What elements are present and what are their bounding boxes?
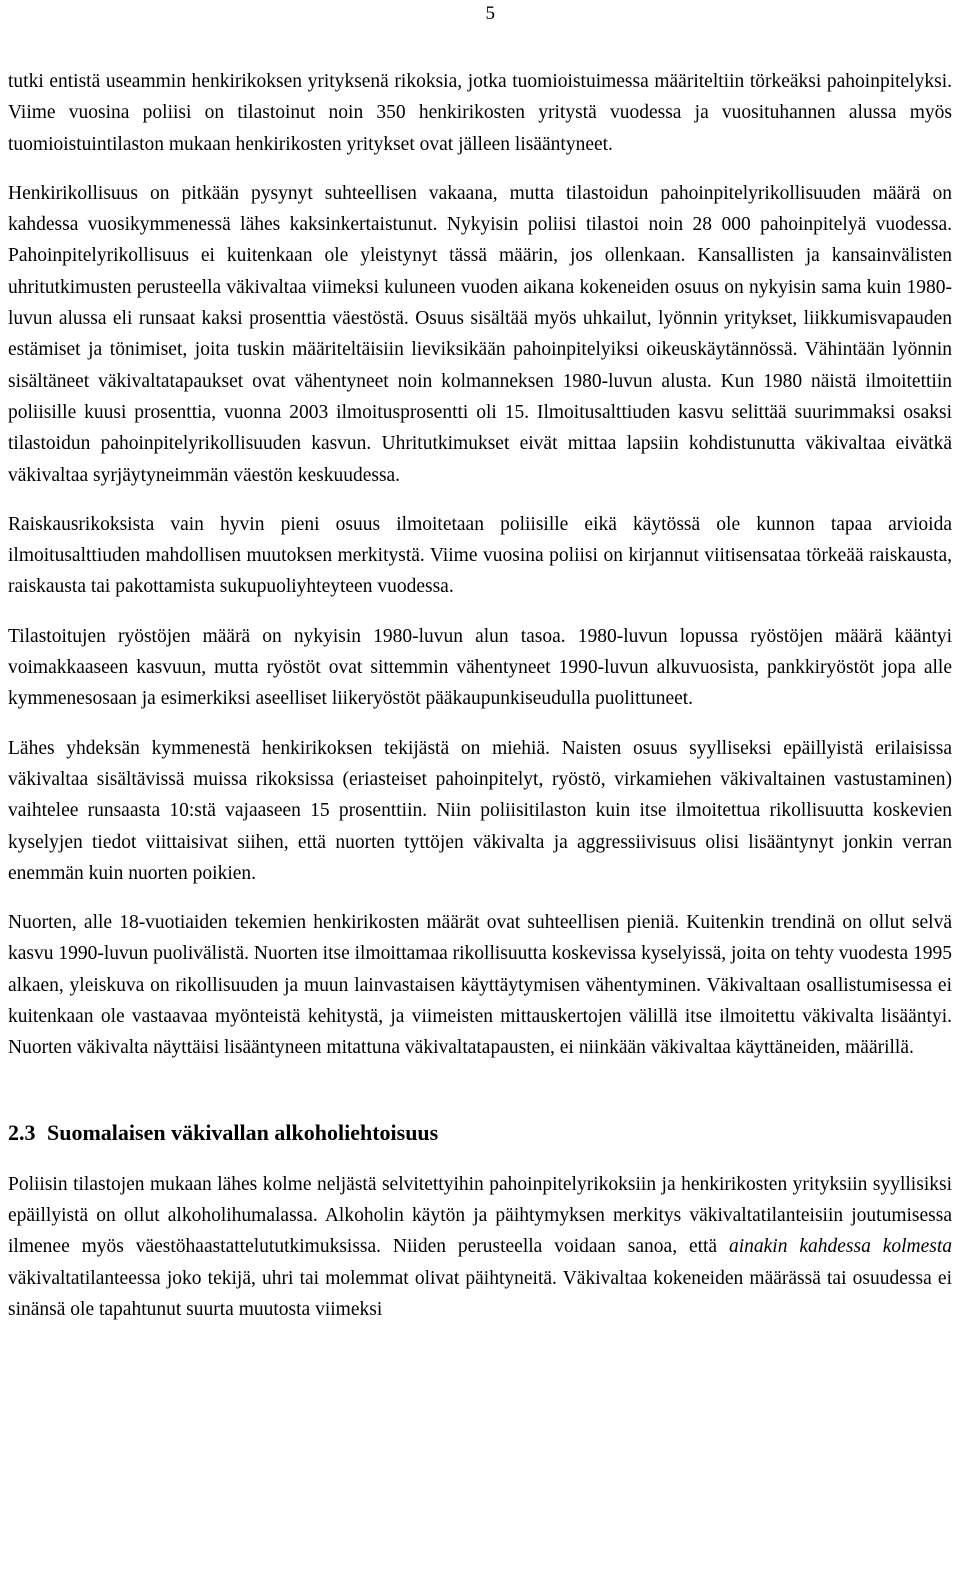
section-heading <box>8 1119 952 1147</box>
paragraph-alcohol-emphasis: ainakin kahdessa kolmesta <box>728 1236 953 1258</box>
paragraph-homicide-attempts: tutki entistä useammin henkirikoksen yrityksenä rikoksia, jotka tuomioistuimessa määriteltiin törkeäksi pahoinpitelyksi. Viime vuosina poliisi on tilastoinut noin 350 henkirikosten yritystä vuodessa ja vuosituhannen alussa myös tuomioistuintilaston mukaan henkirikosten yritykset ovat jälleen lisääntyneet. <box>8 71 952 155</box>
document-body <box>8 66 952 1343</box>
paragraph-robberies: Tilastoitujen ryöstöjen määrä on nykyisin 1980-luvun alun tasoa. 1980-luvun lopussa ryöstöjen määrä kääntyi voimakkaaseen kasvuun, mutta ryöstöt ovat sittemmin vähentyneet 1990-luvun alkuvuosista, pankkiryöstöt jopa alle kymmenesosaan ja esimerkiksi aseelliset liikeryöstöt pääkaupunkiseudulla puolittuneet. <box>8 625 952 710</box>
page-number: 5 <box>485 3 495 24</box>
paragraph-gender-of-offenders: Lähes yhdeksän kymmenestä henkirikoksen tekijästä on miehiä. Naisten osuus syylliseksi epäillyistä erilaisissa väkivaltaa sisältävissä muissa rikoksissa (eriasteiset pahoinpitelyt, ryöstö, virkamiehen väkivaltainen vastustaminen) vaihtelee runsaasta 10:stä vajaaseen 15 prosenttiin. Niin poliisitilaston kuin itse ilmoitettua rikollisuutta koskevien kyselyjen tiedot viittaisivat siihen, että nuorten tyttöjen väkivalta ja aggressiivisuus olisi lisääntynyt jonkin verran enemmän kuin nuorten poikien. <box>8 737 952 884</box>
paragraph-assault-crime: Henkirikollisuus on pitkään pysynyt suhteellisen vakaana, mutta tilastoidun pahoinpitelyrikollisuuden määrä on kahdessa vuosikymmenessä lähes kaksinkertaistunut. Nykyisin poliisi tilastoi noin 28 000 pahoinpitelyä vuodessa. Pahoinpitelyrikollisuus ei kuitenkaan ole yleistynyt tässä määrin, jos ollenkaan. Kansallisten ja kansainvälisten uhritutkimusten perusteella väkivaltaa viimeksi kuluneen vuoden aikana kokeneiden osuus on nykyisin sama kuin 1980-luvun alussa eli runsaat kaksi prosenttia väestöstä. Osuus sisältää myös uhkailut, lyönnin yritykset, liikkumisvapauden estämiset ja tönimiset, joita tuskin määriteltäisiin lieviksikään pahoinpitelyiksi oikeuskäytännössä. Vähintään lyönnin sisältäneet väkivaltatapaukset ovat vähentyneet noin kolmanneksen 1980-luvun alusta. Kun 1980 näistä ilmoitettiin poliisille kuusi prosenttia, vuonna 2003 ilmoitusprosentti oli 15. Ilmoitusalttiuden kasvu selittää suurimmaksi osaksi tilastoidun pahoinpitelyrikollisuuden kasvun. Uhritutkimukset eivät mittaa lapsiin kohdistunutta väkivaltaa eivätkä väkivaltaa syrjäytyneimmän väestön keskuudessa. <box>8 182 952 486</box>
paragraph-alcohol-text-start: Poliisin tilastojen mukaan lähes kolme neljästä selvitettyihin pahoinpitelyrikoksiin ja henkirikosten yrityksiin syyllisiksi epäillyistä on ollut alkoholihumalassa. Alkoholin käytön ja päihtymyksen merkitys väkivaltatilanteisiin joutumisessa ilmenee myös väestöhaastattelututkimuksissa. Niiden perusteella voidaan sanoa, että <box>8 1173 952 1258</box>
section-title: Suomalaisen väkivallan alkoholiehtoisuus <box>47 1119 439 1145</box>
paragraph-alcohol-violence <box>8 1169 952 1325</box>
section-number: 2.3 <box>8 1119 36 1145</box>
paragraph-youth-violence: Nuorten, alle 18-vuotiaiden tekemien henkirikosten määrät ovat suhteellisen pieniä. Kuitenkin trendinä on ollut selvä kasvu 1990-luvun puolivälistä. Nuorten itse ilmoittamaa rikollisuutta koskevissa kyselyissä, joita on tehty vuodesta 1995 alkaen, yleiskuva on rikollisuuden ja muun lainvastaisen käyttäytymisen vähentyminen. Väkivaltaan osallistumisessa ei kuitenkaan ole vastaavaa myönteistä kehitystä, ja viimeisten mittauskertojen välillä itse ilmoitettu väkivalta lisääntyi. Nuorten väkivalta näyttäisi lisääntyneen mitattuna väkivaltatapausten, ei niinkään väkivaltaa käyttäneiden, määrillä. <box>8 912 952 1059</box>
paragraph-alcohol-text-end: väkivaltatilanteessa joko tekijä, uhri tai molemmat olivat päihtyneitä. Väkivaltaa kokeneiden määrässä tai osuudessa ei sinänsä ole tapahtunut suurta muutosta viimeksi <box>8 1267 952 1320</box>
paragraph-rape-crime: Raiskausrikoksista vain hyvin pieni osuus ilmoitetaan poliisille eikä käytössä ole kunnon tapaa arvioida ilmoitusalttiuden mahdollisen muutoksen merkitystä. Viime vuosina poliisi on kirjannut viitisensataa törkeää raiskausta, raiskausta tai pakottamista sukupuoliyhteyteen vuodessa. <box>8 513 952 598</box>
